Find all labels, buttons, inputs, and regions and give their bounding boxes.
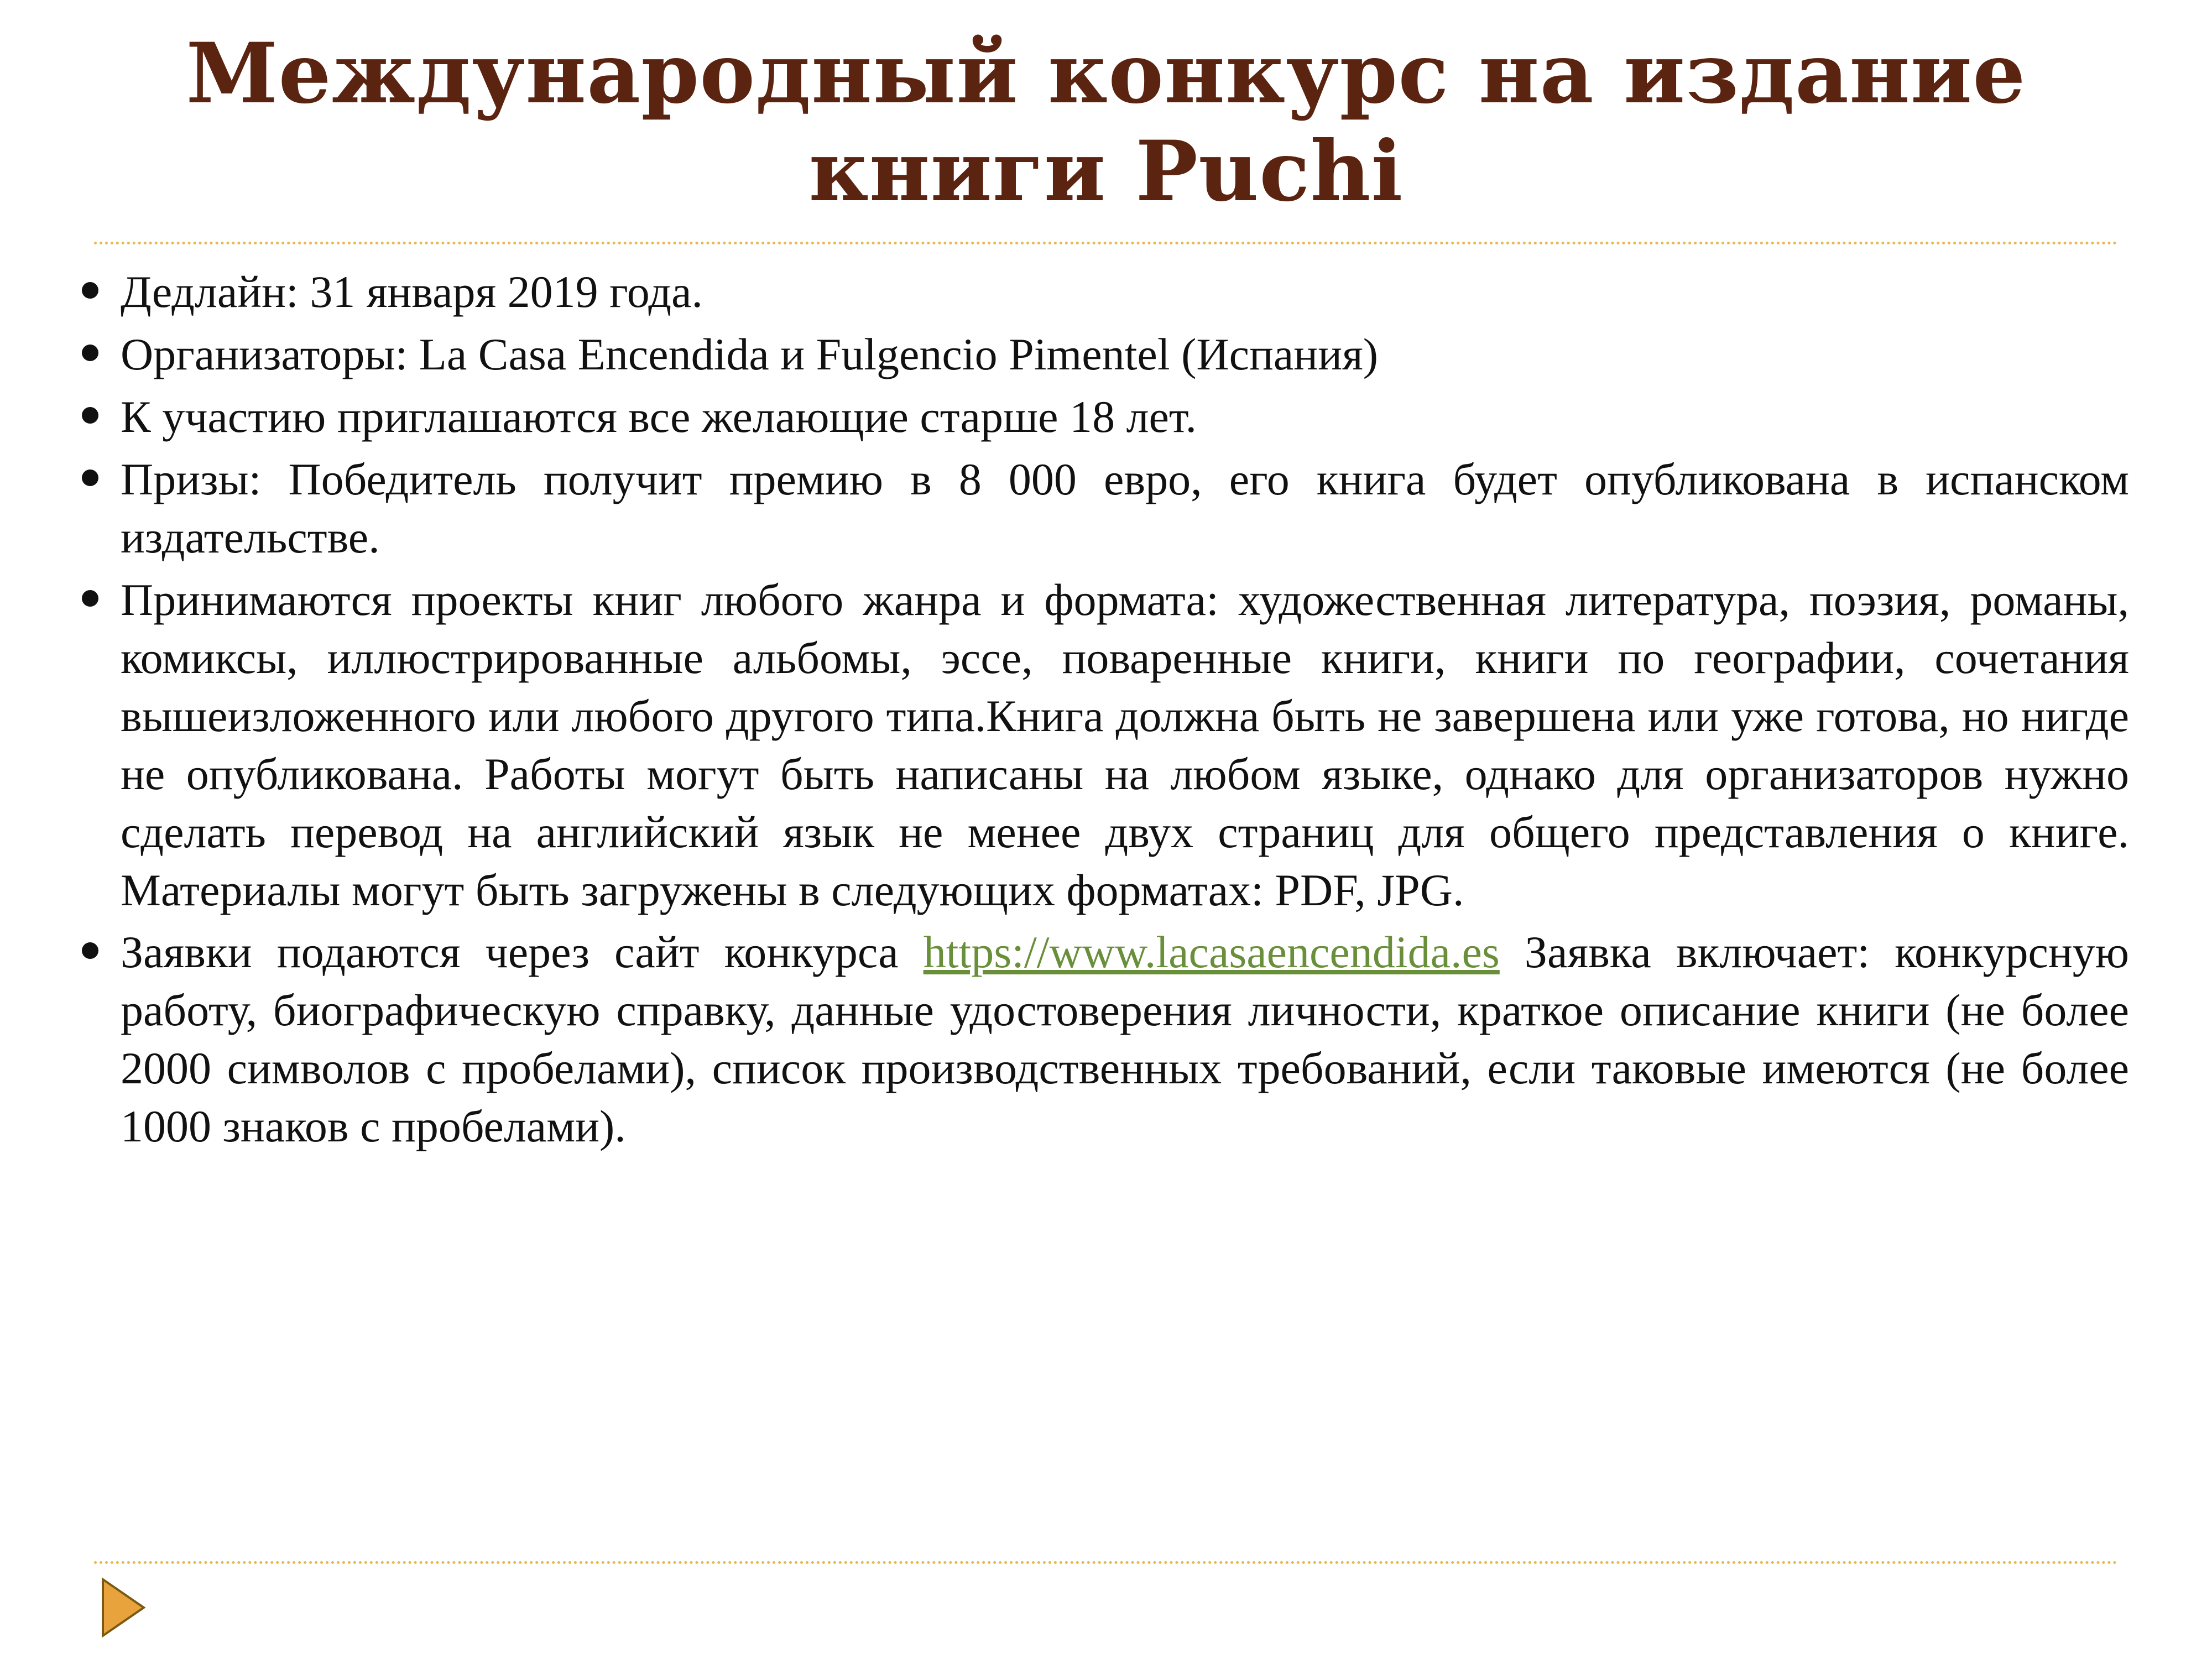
bullet-text-prefix: Заявки подаются через сайт конкурса xyxy=(121,927,924,978)
bullet-text-suffix: Заявка включает: конкурсную работу, биографическую справку, данные удостоверения личности, краткое описание книги (не более 2000 символов с пробелами), список производственных требований, если таковые имеются (не более 1000 знаков с пробелами). xyxy=(121,927,2129,1152)
list-item-with-link xyxy=(61,924,2129,1156)
page-title: Международный конкурс на издание книги Puchi xyxy=(186,25,2026,220)
list-item xyxy=(61,388,2129,446)
bullet-text: Организаторы: La Casa Encendida и Fulgencio Pimentel (Испания) xyxy=(121,328,1379,379)
title-block xyxy=(0,0,2212,221)
list-item xyxy=(61,326,2129,384)
content-body xyxy=(0,244,2212,1156)
list-item xyxy=(61,263,2129,321)
bullet-text: Призы: Победитель получит премию в 8 000 евро, его книга будет опубликована в испанском издательстве. xyxy=(121,453,2129,562)
bullet-list xyxy=(61,263,2129,1156)
bullet-text: К участию приглашаются все желающие старше 18 лет. xyxy=(121,391,1197,442)
contest-website-link[interactable]: https://www.lacasaencendida.es xyxy=(923,927,1500,978)
list-item xyxy=(61,451,2129,567)
bullet-text: Дедлайн: 31 января 2019 года. xyxy=(121,267,703,317)
bullet-text: Принимаются проекты книг любого жанра и формата: художественная литература, поэзия, романы, комиксы, иллюстрированные альбомы, эссе, поваренные книги, книги по географии, сочетания вышеизложенного или любого другого типа.Книга должна быть не завершена или уже готова, но нигде не опубликована. Работы могут быть написаны на любом языке, однако для организаторов нужно сделать перевод на английский язык не менее двух страниц для общего представления о книге. Материалы могут быть загружены в следующих форматах: PDF, JPG. xyxy=(121,574,2129,915)
list-item xyxy=(61,571,2129,920)
triangle-right-icon xyxy=(98,1577,148,1638)
footer-divider xyxy=(94,1561,2118,1564)
